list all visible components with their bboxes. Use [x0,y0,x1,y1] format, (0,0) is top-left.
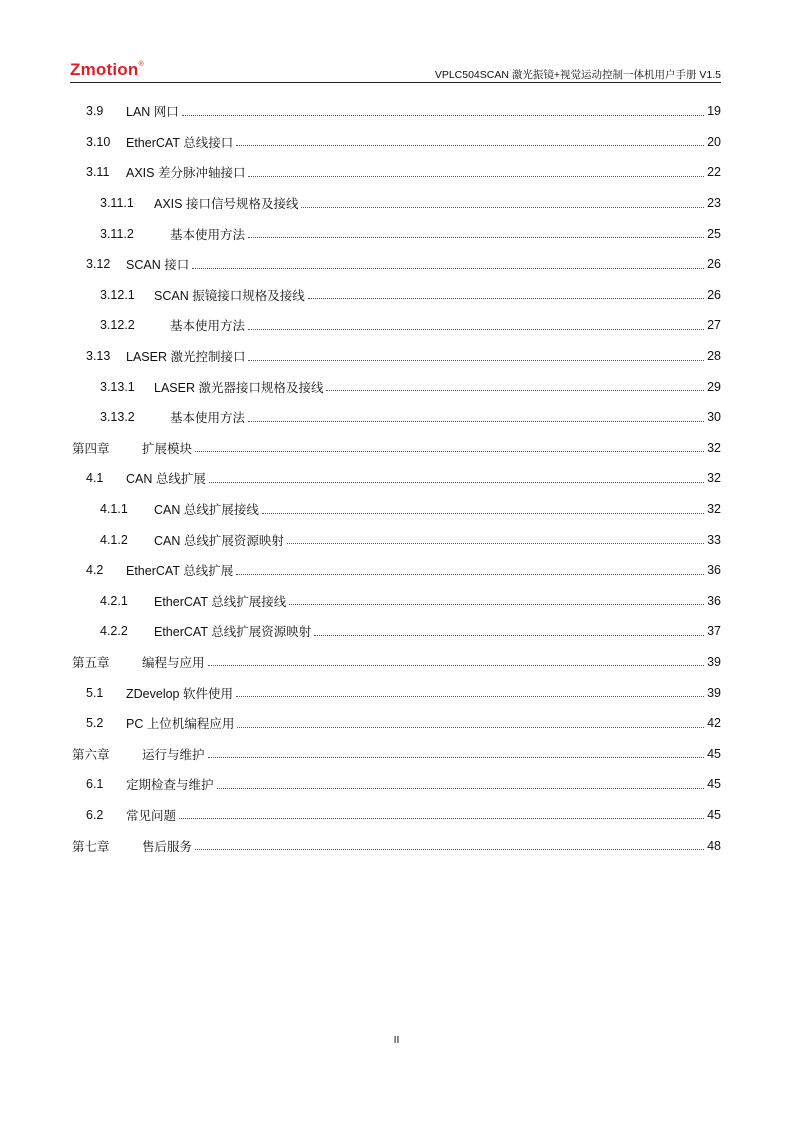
dot-leader [248,329,704,330]
toc-entry-page: 39 [707,685,721,700]
toc-entry-page: 27 [707,318,721,333]
toc-entry-page: 45 [707,777,721,792]
toc-entry-title: SCAN 振镜接口规格及接线 [154,288,305,303]
toc-entry-number: 5.2 [86,716,104,731]
toc-entry-title: PC 上位机编程应用 [126,717,235,732]
dot-leader [182,115,704,116]
toc-entry[interactable] [72,96,721,127]
toc-entry-title: LASER 激光器接口规格及接线 [154,380,324,395]
dot-leader [326,390,704,391]
dot-leader [237,727,704,728]
dot-leader [192,268,704,269]
registered-mark: ® [138,61,144,68]
dot-leader [248,237,704,238]
toc-entry[interactable] [72,738,721,769]
toc-entry-number: 4.2.2 [100,624,128,639]
toc-entry-title: 扩展模块 [142,441,193,456]
dot-leader [308,298,704,299]
toc-entry[interactable] [72,616,721,647]
toc-entry[interactable] [72,188,721,219]
toc-entry-title: 基本使用方法 [170,319,246,334]
toc-entry-page: 25 [707,226,721,241]
toc-entry[interactable] [72,371,721,402]
zmotion-logo [70,60,144,80]
toc-entry-page: 26 [707,257,721,272]
toc-entry-number: 第七章 [72,839,110,854]
toc-entry-number: 3.10 [86,134,111,149]
toc-entry-number: 6.2 [86,807,104,822]
toc-entry[interactable] [72,127,721,158]
toc-entry[interactable] [72,249,721,280]
toc-entry-page: 32 [707,502,721,517]
toc-entry-title: SCAN 接口 [126,258,190,273]
toc-entry-number: 3.11 [86,165,110,180]
toc-entry-page: 33 [707,532,721,547]
dot-leader [301,207,704,208]
toc-entry-number: 3.12 [86,257,111,272]
dot-leader [236,574,704,575]
toc-entry-number: 第四章 [72,441,110,456]
toc-entry[interactable] [72,524,721,555]
toc-entry[interactable] [72,555,721,586]
dot-leader [289,604,704,605]
toc-entry-number: 第六章 [72,747,110,762]
toc-entry-page: 30 [707,410,721,425]
toc-entry[interactable] [72,708,721,739]
toc-entry[interactable] [72,800,721,831]
toc-entry-number: 第五章 [72,655,110,670]
dot-leader [195,451,704,452]
toc-entry-title: CAN 总线扩展资源映射 [154,533,284,548]
toc-entry[interactable] [72,830,721,861]
toc-entry-page: 37 [707,624,721,639]
toc-entry-page: 19 [707,104,721,119]
dot-leader [248,360,704,361]
toc-entry-number: 3.11.1 [100,196,134,211]
toc-entry-title: CAN 总线扩展接线 [154,503,259,518]
toc-entry-number: 6.1 [86,777,104,792]
toc-entry-title: 编程与应用 [142,655,205,670]
dot-leader [217,788,704,789]
toc-entry-number: 3.13.1 [100,379,135,394]
dot-leader [179,818,704,819]
toc-entry-number: 4.1.2 [100,532,128,547]
toc-entry-title: CAN 总线扩展 [126,472,206,487]
toc-entry-title: 基本使用方法 [170,411,246,426]
toc-entry-title: EtherCAT 总线扩展接线 [154,594,287,609]
toc-entry-number: 3.11.2 [100,226,134,241]
dot-leader [236,145,704,146]
toc-entry-title: LAN 网口 [126,105,179,120]
toc-entry[interactable] [72,586,721,617]
toc-entry-title: LASER 激光控制接口 [126,350,246,365]
toc-entry-number: 3.13.2 [100,410,135,425]
page-number: II [393,1034,400,1046]
toc-entry-number: 4.2 [86,563,104,578]
logo-text: Zmotion [70,60,139,79]
toc-entry-title: 定期检查与维护 [126,778,214,793]
toc-entry-title: ZDevelop 软件使用 [126,686,233,701]
dot-leader [314,635,704,636]
toc-entry[interactable] [72,218,721,249]
dot-leader [208,665,704,666]
toc-entry-page: 29 [707,379,721,394]
page-header [70,58,721,83]
toc-entry-page: 36 [707,593,721,608]
toc-entry[interactable] [72,647,721,678]
toc-entry[interactable] [72,402,721,433]
toc-entry-page: 48 [707,838,721,853]
toc-entry[interactable] [72,157,721,188]
dot-leader [208,757,704,758]
toc-entry-title: 售后服务 [142,839,193,854]
toc-entry[interactable] [72,769,721,800]
dot-leader [236,696,704,697]
toc-entry-number: 3.12.1 [100,287,135,302]
toc-entry-page: 26 [707,287,721,302]
toc-entry[interactable] [72,341,721,372]
toc-entry-page: 32 [707,440,721,455]
dot-leader [287,543,704,544]
toc-entry[interactable] [72,310,721,341]
toc-entry-page: 45 [707,807,721,822]
toc-entry[interactable] [72,433,721,464]
toc-entry-page: 42 [707,716,721,731]
toc-entry-title: EtherCAT 总线接口 [126,135,234,150]
dot-leader [248,421,704,422]
toc-entry-page: 36 [707,563,721,578]
toc-entry-title: EtherCAT 总线扩展 [126,564,234,579]
toc-entry-page: 39 [707,654,721,669]
toc-entry[interactable] [72,494,721,525]
toc-entry[interactable] [72,280,721,311]
toc-entry-page: 22 [707,165,721,180]
toc-entry-number: 3.9 [86,104,104,119]
toc-entry[interactable] [72,463,721,494]
toc-entry-title: EtherCAT 总线扩展资源映射 [154,625,312,640]
dot-leader [248,176,704,177]
toc-entry-page: 20 [707,134,721,149]
toc-entry-title: AXIS 接口信号规格及接线 [154,197,299,212]
toc-entry-page: 32 [707,471,721,486]
toc-entry-number: 4.1 [86,471,104,486]
dot-leader [195,849,704,850]
document-title: VPLC504SCAN 激光振镜+视觉运动控制一体机用户手册 V1.5 [434,69,721,81]
toc-entry-number: 3.12.2 [100,318,135,333]
toc-entry-title: 基本使用方法 [170,227,246,242]
dot-leader [262,513,704,514]
toc-entry-number: 3.13 [86,349,111,364]
toc-entry-page: 28 [707,349,721,364]
table-of-contents [72,96,721,861]
toc-entry-title: 常见问题 [126,808,177,823]
toc-entry-page: 45 [707,746,721,761]
toc-entry-number: 5.1 [86,685,104,700]
toc-entry-title: 运行与维护 [142,747,205,762]
dot-leader [209,482,704,483]
toc-entry-title: AXIS 差分脉冲轴接口 [126,166,246,181]
toc-entry-number: 4.2.1 [100,593,128,608]
toc-entry-number: 4.1.1 [100,502,128,517]
toc-entry[interactable] [72,677,721,708]
toc-entry-page: 23 [707,196,721,211]
